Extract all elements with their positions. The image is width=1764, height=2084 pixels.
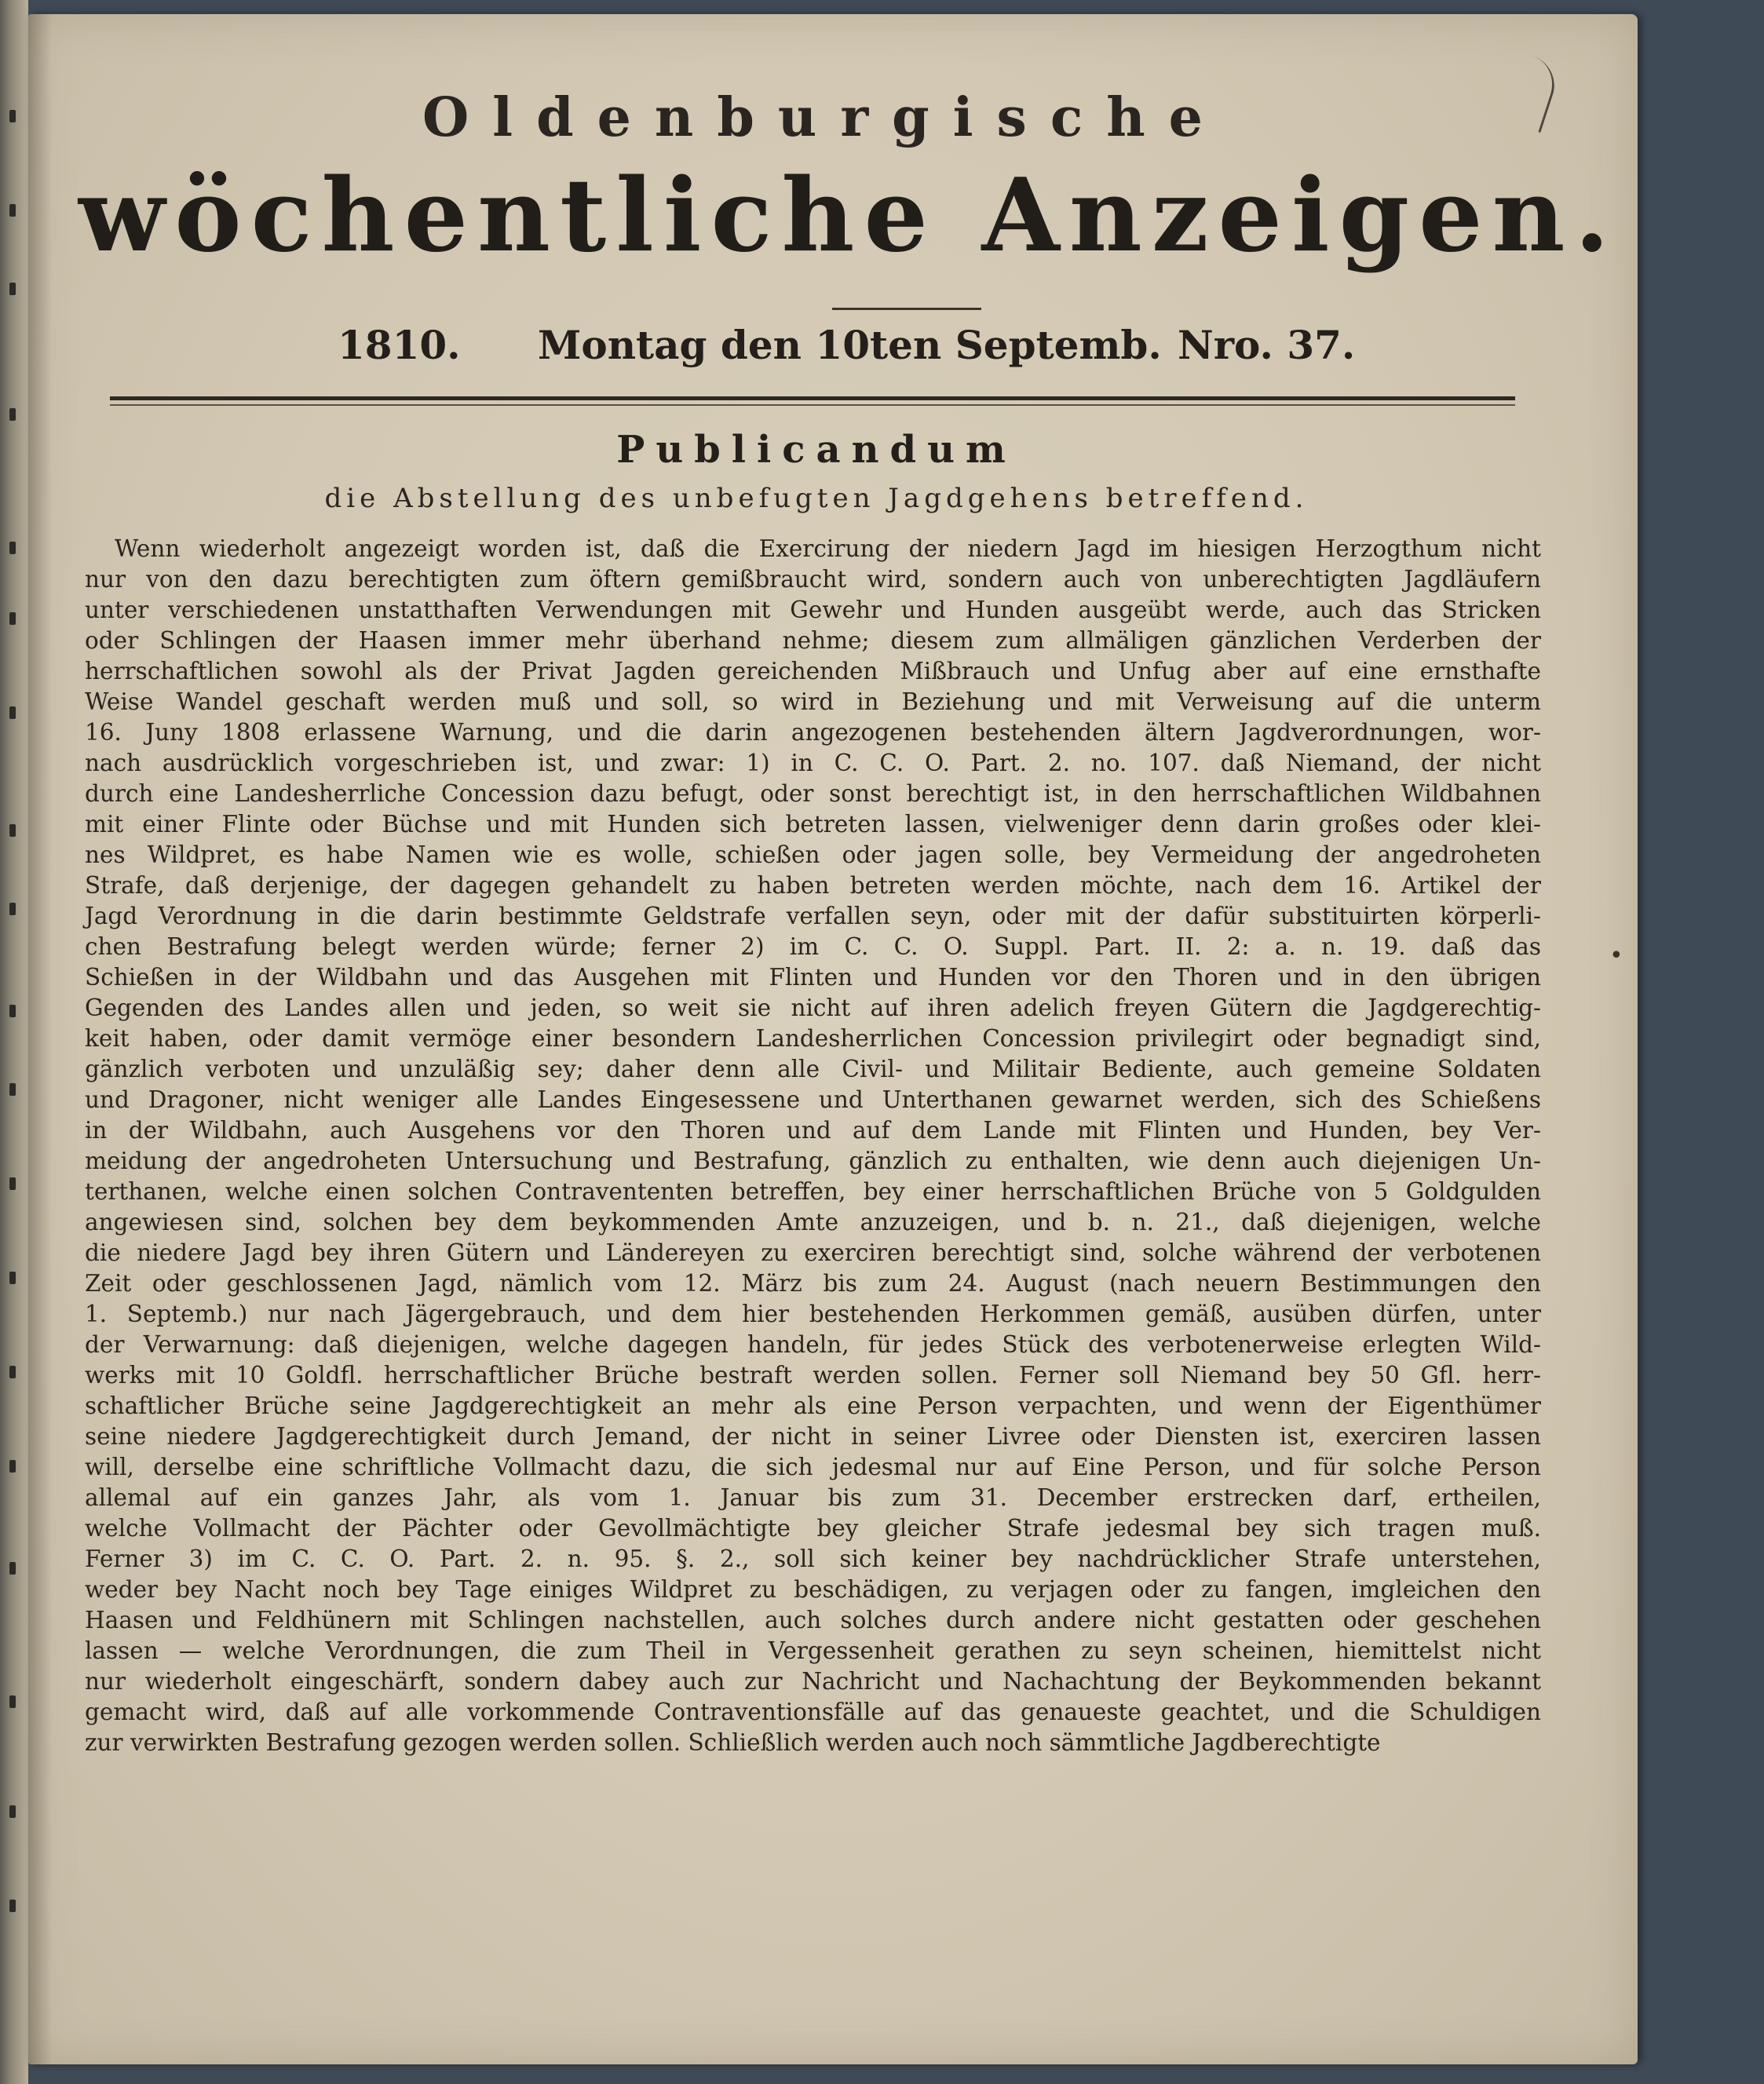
article-title: Publicandum xyxy=(616,428,1017,472)
issue-date: Montag den 10ten Septemb. xyxy=(538,322,1162,368)
article-line: der Verwarnung: daß diejenigen, welche dagegen handeln, für jedes Stück des verbotenerweise erlegten Wild- xyxy=(85,1331,1541,1358)
article-line: werks mit 10 Goldfl. herrschaftlicher Brüche bestraft werden sollen. Ferner soll Niemand bey 50 Gfl. herr- xyxy=(85,1362,1541,1389)
margin-dot: • xyxy=(1609,942,1623,969)
article-line: nur von den dazu berechtigten zum öftern gemißbraucht wird, sondern auch von unberechtigten Jagdläufern xyxy=(85,566,1541,593)
previous-page-edge xyxy=(0,0,28,2084)
article-line: 16. Juny 1808 erlassene Warnung, und die darin angezogenen bestehenden ältern Jagdverordnungen, wor- xyxy=(85,719,1541,746)
article-line: nes Wildpret, es habe Namen wie es wolle, schießen oder jagen solle, bey Vermeidung der angedroheten xyxy=(85,841,1541,868)
article-line: angewiesen sind, solchen bey dem beykommenden Amte anzuzeigen, und b. n. 21., daß diejenigen, welche xyxy=(85,1209,1541,1235)
article-line: Schießen in der Wildbahn und das Ausgehen mit Flinten und Hunden vor den Thoren und in den übrigen xyxy=(85,964,1541,991)
page-fold-shadow xyxy=(28,14,52,2064)
article-line: keit haben, oder damit vermöge einer besondern Landesherrlichen Concession privilegirt oder begnadigt sind, xyxy=(85,1025,1541,1052)
article-line: schaftlicher Brüche seine Jagdgerechtigkeit an mehr als eine Person verpachten, und wenn der Eigenthümer xyxy=(85,1392,1541,1419)
article-subtitle: die Abstellung des unbefugten Jagdgehens betreffend. xyxy=(324,483,1309,514)
masthead-title: wöchentliche Anzeigen. xyxy=(79,157,1620,275)
article-line: oder Schlingen der Haasen immer mehr überhand nehme; diesem zum allmäligen gänzlichen Verderben der xyxy=(85,627,1541,654)
masthead-divider xyxy=(832,308,981,310)
article-line: nach ausdrücklich vorgeschrieben ist, und zwar: 1) in C. C. O. Part. 2. no. 107. daß Niemand, der nicht xyxy=(85,750,1541,776)
article-line: unter verschiedenen unstatthaften Verwendungen mit Gewehr und Hunden ausgeübt werde, auch das Stricken xyxy=(85,597,1541,623)
article-line: chen Bestrafung belegt werden würde; ferner 2) im C. C. O. Suppl. Part. II. 2: a. n. 19. daß das xyxy=(85,933,1541,960)
article-line: nur wiederholt eingeschärft, sondern dabey auch zur Nachricht und Nachachtung der Beykommenden bekannt xyxy=(85,1668,1541,1695)
article-line: gemacht wird, daß auf alle vorkommende Contraventionsfälle auf das genaueste geachtet, und die Schuldigen xyxy=(85,1699,1541,1725)
article-line: Weise Wandel geschaft werden muß und soll, so wird in Beziehung und mit Verweisung auf die unterm xyxy=(85,688,1541,715)
article-line: will, derselbe eine schriftliche Vollmacht dazu, die sich jedesmal nur auf Eine Person, und für solche Person xyxy=(85,1454,1541,1480)
article-line: weder bey Nacht noch bey Tage einiges Wildpret zu beschädigen, zu verjagen oder zu fangen, imgleichen den xyxy=(85,1576,1541,1603)
masthead-top-line: Oldenburgische xyxy=(422,86,1226,149)
issue-number: Nro. 37. xyxy=(1178,322,1356,368)
article-line: die niedere Jagd bey ihren Gütern und Ländereyen zu exerciren berechtigt sind, solche während der verbotenen xyxy=(85,1239,1541,1266)
article-line: zur verwirkten Bestrafung gezogen werden sollen. Schließlich werden auch noch sämmtliche Jagdberechtigte xyxy=(85,1729,1381,1756)
article-line: allemal auf ein ganzes Jahr, als vom 1. Januar bis zum 31. December erstrecken darf, ertheilen, xyxy=(85,1484,1541,1511)
article-line: seine niedere Jagdgerechtigkeit durch Jemand, der nicht in seiner Livree oder Diensten ist, exerciren lassen xyxy=(85,1423,1541,1450)
header-rule-thick xyxy=(110,396,1515,400)
article-line: durch eine Landesherrliche Concession dazu befugt, oder sonst berechtigt ist, in den herrschaftlichen Wildbahnen xyxy=(85,780,1541,807)
article-body xyxy=(85,534,1541,1758)
issue-year: 1810. xyxy=(338,322,461,368)
article-line: gänzlich verboten und unzuläßig sey; daher denn alle Civil- und Militair Bediente, auch gemeine Soldaten xyxy=(85,1056,1541,1082)
article-line: Haasen und Feldhünern mit Schlingen nachstellen, auch solches durch andere nicht gestatten oder geschehen xyxy=(85,1607,1541,1633)
article-line: Ferner 3) im C. C. O. Part. 2. n. 95. §. 2., soll sich keiner bey nachdrücklicher Strafe unterstehen, xyxy=(85,1546,1541,1572)
article-line: Zeit oder geschlossenen Jagd, nämlich vom 12. März bis zum 24. August (nach neuern Bestimmungen den xyxy=(85,1270,1541,1297)
article-line: Wenn wiederholt angezeigt worden ist, daß die Exercirung der niedern Jagd im hiesigen Herzogthum nicht xyxy=(115,535,1541,562)
article-line: lassen — welche Verordnungen, die zum Theil in Vergessenheit gerathen zu seyn scheinen, hiemittelst nicht xyxy=(85,1637,1541,1664)
article-line: Gegenden des Landes allen und jeden, so weit sie nicht auf ihren adelich freyen Gütern die Jagdgerechtig- xyxy=(85,995,1541,1021)
article-line: und Dragoner, nicht weniger alle Landes Eingesessene und Unterthanen gewarnet werden, sich des Schießens xyxy=(85,1086,1541,1113)
article-line: Strafe, daß derjenige, der dagegen gehandelt zu haben betreten werden möchte, nach dem 16. Artikel der xyxy=(85,872,1541,899)
article-line: Jagd Verordnung in die darin bestimmte Geldstrafe verfallen seyn, oder mit der dafür substituirten körperli- xyxy=(85,903,1541,929)
article-line: in der Wildbahn, auch Ausgehens vor den Thoren und auf dem Lande mit Flinten und Hunden, bey Ver- xyxy=(85,1117,1541,1144)
article-line: mit einer Flinte oder Büchse und mit Hunden sich betreten lassen, vielweniger denn darin großes oder klei- xyxy=(85,811,1541,838)
issue-line xyxy=(79,322,1633,377)
header-rule-thin xyxy=(110,404,1515,406)
article-line: herrschaftlichen sowohl als der Privat Jagden gereichenden Mißbrauch und Unfug aber auf eine ernsthafte xyxy=(85,658,1541,684)
article-line: meidung der angedroheten Untersuchung und Bestrafung, gänzlich zu enthalten, wie denn auch diejenigen Un- xyxy=(85,1148,1541,1174)
article-line: welche Vollmacht der Pächter oder Gevollmächtigte bey gleicher Strafe jedesmal bey sich tragen muß. xyxy=(85,1515,1541,1542)
article-line: terthanen, welche einen solchen Contravententen betreffen, bey einer herrschaftlichen Brüche von 5 Goldgulden xyxy=(85,1178,1541,1205)
article-line: 1. Septemb.) nur nach Jägergebrauch, und dem hier bestehenden Herkommen gemäß, ausüben dürfen, unter xyxy=(85,1301,1541,1327)
